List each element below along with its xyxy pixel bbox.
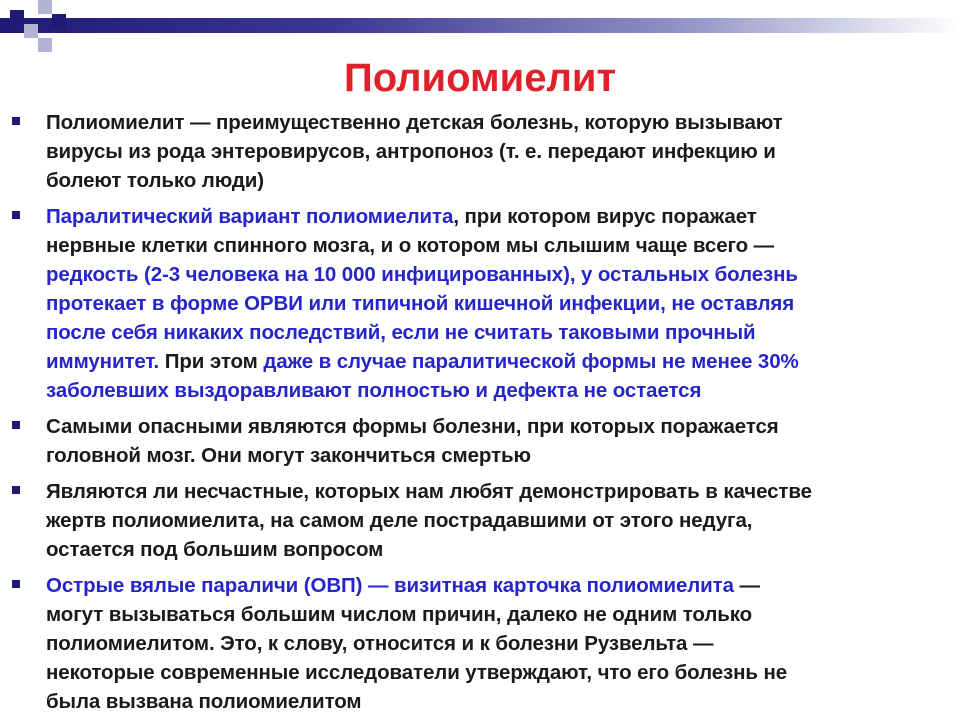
decorative-square — [10, 10, 24, 24]
highlighted-text: даже в случае паралитической формы не менее 30% заболевших выздоравливают полностью и дефекта не остается — [46, 350, 799, 402]
square-bullet-icon — [12, 211, 20, 219]
list-item — [12, 477, 952, 564]
plain-text: — могут вызываться большим числом причин, далеко не одним только полиомиелитом. Это, к слову, относится и к болезни Рузвельта — некоторые современные исследователи утверждают, что его болезнь не была вызвана полиомиелитом — [46, 574, 788, 713]
list-item — [12, 412, 952, 470]
bullet-text: Полиомиелит — преимущественно детская болезнь, которую вызывают вирусы из рода энтеровирусов, антропоноз (т. е. передают инфекцию и болеют только люди) — [46, 111, 783, 192]
square-bullet-icon — [12, 117, 20, 125]
decorative-square — [52, 14, 66, 28]
highlighted-text: Паралитический вариант полиомиелита — [46, 205, 454, 228]
decorative-square — [24, 24, 38, 38]
bullet-list — [12, 108, 952, 723]
list-item — [12, 571, 952, 716]
plain-text: При этом — [159, 350, 264, 373]
square-bullet-icon — [12, 580, 20, 588]
list-item — [12, 108, 952, 195]
highlighted-text: редкость (2-3 человека на 10 000 инфицированных), у остальных болезнь протекает в форме ОРВИ или типичной кишечной инфекции, не оставляя после себя никаких последствий, если не считать таковыми прочный иммунитет. — [46, 263, 798, 373]
list-item — [12, 202, 952, 405]
slide-title: Полиомиелит — [343, 56, 617, 100]
square-bullet-icon — [12, 486, 20, 494]
square-bullet-icon — [12, 421, 20, 429]
bullet-text: Самыми опасными являются формы болезни, при которых поражается головной мозг. Они могут закончиться смертью — [46, 415, 779, 467]
bullet-text — [46, 202, 952, 405]
bullet-text — [46, 571, 952, 716]
bullet-text: Являются ли несчастные, которых нам любят демонстрировать в качестве жертв полиомиелита, на самом деле пострадавшими от этого недуга, остается под большим вопросом — [46, 480, 812, 561]
decorative-square — [38, 0, 52, 14]
plain-text: , при котором вирус поражает нервные клетки спинного мозга, и о котором мы слышим чаще всего — — [46, 205, 775, 257]
highlighted-text: Острые вялые параличи (ОВП) — визитная карточка полиомиелита — [46, 574, 734, 597]
decorative-gradient-bar — [0, 18, 960, 33]
